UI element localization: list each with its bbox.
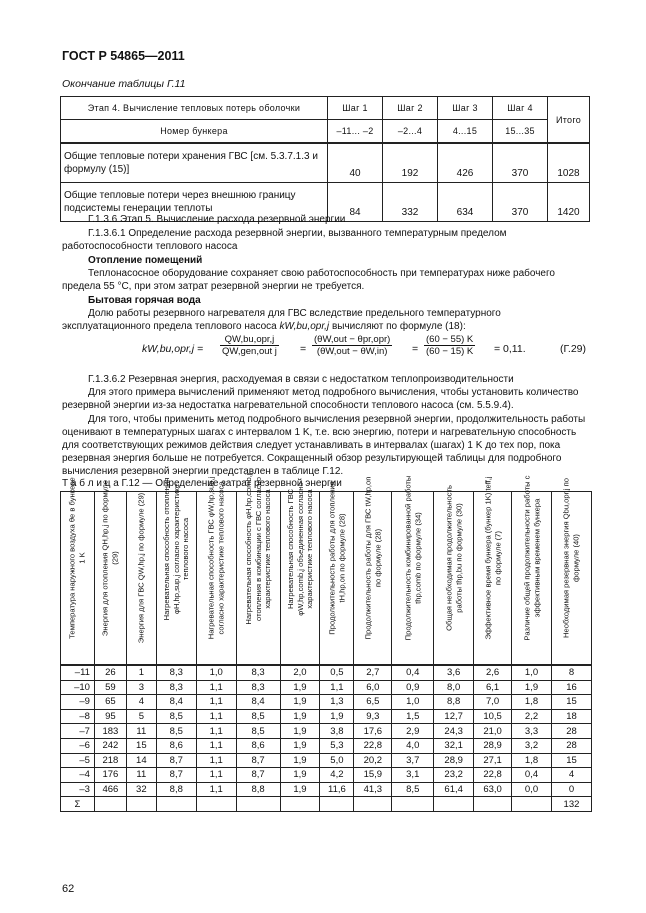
table-cell: 11 (126, 724, 156, 739)
table-cell: 8,7 (156, 768, 196, 783)
table-cell: 183 (94, 724, 126, 739)
table-cell: 0,0 (512, 782, 552, 797)
sum-symbol: Σ (61, 797, 95, 812)
table-cell: 2,2 (512, 709, 552, 724)
column-header (94, 479, 126, 666)
paragraph-dhw (62, 307, 592, 333)
column-header (551, 478, 591, 666)
paragraph-reserve: Г.1.3.6.2 Резервная энергия, расходуемая в связи с недостатком теплопроизводительности (88, 374, 514, 385)
table-cell (512, 797, 552, 812)
table-cell: 8,4 (156, 695, 196, 710)
table-cell: 3,1 (392, 768, 434, 783)
table-cell: 24,3 (434, 724, 474, 739)
table-cell (392, 797, 434, 812)
table-cell: 28,9 (474, 738, 512, 753)
table-cell: 4 (551, 768, 591, 783)
column-header-text: Нагревательная способность ГВС φW,hp,comb,j объединенная согласно характеристике теплового насоса (285, 481, 314, 616)
table-cell (156, 797, 196, 812)
column-header (280, 481, 320, 666)
table-cell: 1,1 (196, 782, 236, 797)
table-cell: 8,3 (236, 680, 280, 695)
column-header-text: Продолжительность работы для отопления tH,hp,on по формуле (28) (327, 481, 346, 635)
paragraph-stage5: Г.1.3.6 Этап 5. Вычисление расхода резервной энергии (88, 214, 346, 225)
table-cell: 5,0 (320, 753, 354, 768)
table-cell: 8,7 (236, 753, 280, 768)
table-cell: 8,5 (156, 724, 196, 739)
column-header-text: Энергия для отопления QH,hp,j по формуле (29) (100, 479, 120, 637)
table-cell: –8 (61, 709, 95, 724)
table-cell: 8,7 (236, 768, 280, 783)
table-cell: 22,8 (354, 738, 392, 753)
table-cell: 1,9 (320, 709, 354, 724)
table-cell: 2,7 (354, 665, 392, 680)
cell: 84 (328, 183, 383, 222)
column-header (512, 475, 552, 666)
table-cell: 4,0 (392, 738, 434, 753)
cell: 332 (383, 183, 438, 222)
table-cell: 10,5 (474, 709, 512, 724)
table-cell: 2,6 (474, 665, 512, 680)
table-cell: 218 (94, 753, 126, 768)
bunker-label: Номер бункера (61, 120, 328, 144)
table-cell: 8,5 (236, 724, 280, 739)
table-cell (320, 797, 354, 812)
table-cell: 1,9 (512, 680, 552, 695)
table-cell: 0,4 (392, 665, 434, 680)
table-cell: 242 (94, 738, 126, 753)
table-cell: 22,8 (474, 768, 512, 783)
table-cell: 1,3 (320, 695, 354, 710)
column-header-text: Нагревательная способность φH,hp,comb,j отопления в комбинации с ГВС согласно характеристике теплового насоса (243, 472, 272, 625)
table-cell: –10 (61, 680, 95, 695)
column-header-text: Различие общей продолжительности работы с эффективным временем бункера (522, 475, 541, 641)
column-header (61, 477, 95, 666)
bunker-2: –2...4 (383, 120, 438, 144)
formula-result: = 0,11. (494, 343, 526, 355)
table-cell: 8,3 (236, 665, 280, 680)
column-header-text: Температура наружного воздуха θe в бункере 1 K (67, 477, 87, 639)
table-g11 (60, 96, 590, 222)
row-label: Общие тепловые потери хранения ГВС [см. 5.3.7.1.3 и формулу (15)] (61, 143, 328, 183)
table-cell: 466 (94, 782, 126, 797)
column-header-text: Общая необходимая продолжительность работы thp,bu по формуле (30) (444, 485, 463, 631)
table-cell: 14 (126, 753, 156, 768)
table-cell: 1,8 (512, 753, 552, 768)
table-cell: 1,0 (392, 695, 434, 710)
table-cell: 1,1 (196, 680, 236, 695)
table-cell: 5 (126, 709, 156, 724)
table-cell: 8,8 (434, 695, 474, 710)
table-cell: 1,8 (512, 695, 552, 710)
table-cell: 15 (551, 753, 591, 768)
table-row (61, 143, 590, 183)
equals: = (300, 343, 307, 355)
table-cell: 8,8 (156, 782, 196, 797)
table-cell: 8 (551, 665, 591, 680)
table-cell: 8,5 (392, 782, 434, 797)
table-cell: 0,4 (512, 768, 552, 783)
table-cell: 17,6 (354, 724, 392, 739)
table-cell: 8,5 (156, 709, 196, 724)
table-cell: 3,2 (512, 738, 552, 753)
table-cell: 27,1 (474, 753, 512, 768)
table-cell: 11,6 (320, 782, 354, 797)
sum-row (61, 797, 592, 812)
fraction-2 (312, 334, 392, 357)
denominator: (θW,out − θW,in) (316, 346, 388, 357)
table-cell: 8,6 (236, 738, 280, 753)
table-cell: 1,5 (392, 709, 434, 724)
table-row (61, 768, 592, 783)
table-cell: 1,1 (196, 724, 236, 739)
page-number: 62 (62, 883, 75, 895)
cell: 426 (438, 143, 493, 183)
table-cell: 0 (551, 782, 591, 797)
fraction-3 (424, 334, 475, 357)
table-cell (236, 797, 280, 812)
table-cell: 6,0 (354, 680, 392, 695)
table-cell: 26 (94, 665, 126, 680)
column-header (474, 476, 512, 666)
table-cell: 3,7 (392, 753, 434, 768)
column-header-text: Эффективное время бункера (бункер 1K) teff,j по формуле (7) (483, 476, 502, 640)
table-cell: 8,5 (236, 709, 280, 724)
table-cell: 95 (94, 709, 126, 724)
table-cell: 1,9 (280, 753, 320, 768)
bunker-3: 4...15 (438, 120, 493, 144)
table-cell (196, 797, 236, 812)
table-cell: 7,0 (474, 695, 512, 710)
step-3: Шаг 3 (438, 97, 493, 120)
table-cell: 23,2 (434, 768, 474, 783)
heading-dhw: Бытовая горячая вода (88, 295, 201, 306)
column-header (196, 476, 236, 666)
cell: 370 (493, 183, 548, 222)
document-header: ГОСТ Р 54865—2011 (62, 49, 185, 63)
bunker-4: 15...35 (493, 120, 548, 144)
table-cell: 15 (551, 695, 591, 710)
bunker-1: –11... –2 (328, 120, 383, 144)
table-cell: –6 (61, 738, 95, 753)
table-row (61, 738, 592, 753)
column-header-text: Продолжительность комбинированной работы thp,comb по формуле (34) (403, 475, 422, 641)
table-body (61, 665, 592, 811)
table-cell: 8,4 (236, 695, 280, 710)
step-4: Шаг 4 (493, 97, 548, 120)
table-cell (354, 797, 392, 812)
table-cell: 2,0 (280, 665, 320, 680)
column-header (156, 477, 196, 666)
table-cell: 28 (551, 724, 591, 739)
step-2: Шаг 2 (383, 97, 438, 120)
cell: 1028 (548, 143, 590, 183)
table-cell: 6,1 (474, 680, 512, 695)
paragraph-heating: Теплонасосное оборудование сохраняет свою работоспособность при температурах ниже рабочего предела 55 °С, при этом затрат резервной энергии не требуется. (62, 268, 555, 292)
table-cell: 9,3 (354, 709, 392, 724)
table-row (61, 680, 592, 695)
table-cell: 28,9 (434, 753, 474, 768)
table-cell: 1,1 (196, 695, 236, 710)
table-cell: 3,3 (512, 724, 552, 739)
numerator: (60 − 55) K (426, 334, 474, 345)
table-cell: 3 (126, 680, 156, 695)
table-row (61, 753, 592, 768)
table-cell: –7 (61, 724, 95, 739)
table-cell: 8,8 (236, 782, 280, 797)
table-row (61, 665, 592, 680)
table-cell (280, 797, 320, 812)
formula-lhs: kW,bu,opr,j = (142, 343, 204, 355)
table-cell: 1,9 (280, 695, 320, 710)
paragraph-dhw-text: Долю работы резервного нагревателя для ГВС вследствие предельного температурного эксплуатационного предела теплового насоса (62, 308, 501, 332)
table-cell: –5 (61, 753, 95, 768)
table-cell: –11 (61, 665, 95, 680)
column-header (126, 492, 156, 666)
denominator: QW,gen,out j (222, 346, 277, 357)
table-cell: –3 (61, 782, 95, 797)
formula-g29 (62, 334, 594, 366)
table-cell: 1,9 (280, 782, 320, 797)
table-cell: 1,1 (320, 680, 354, 695)
table-cell: 21,0 (474, 724, 512, 739)
table-cell: 4,2 (320, 768, 354, 783)
denominator: (60 − 15) K (426, 346, 474, 357)
table-cell: 1,1 (196, 709, 236, 724)
table-cell (94, 797, 126, 812)
cell: 370 (493, 143, 548, 183)
column-header (434, 485, 474, 666)
table-cell: 63,0 (474, 782, 512, 797)
table-cell: 1,9 (280, 680, 320, 695)
table-cell: 32,1 (434, 738, 474, 753)
table-cell: 59 (94, 680, 126, 695)
table-cell: 3,8 (320, 724, 354, 739)
cell: 634 (438, 183, 493, 222)
fraction-1 (220, 334, 279, 357)
table-cell: 3,6 (434, 665, 474, 680)
paragraph-dhw-tail: вычисляют по формуле (18): (331, 321, 466, 332)
numerator: QW,bu,opr,j (220, 334, 279, 346)
table-cell: 8,0 (434, 680, 474, 695)
step-1: Шаг 1 (328, 97, 383, 120)
row-label: Общие тепловые потери через внешнюю границу подсистемы генерации теплоты (61, 183, 328, 222)
table-cell: 8,3 (156, 665, 196, 680)
table-cell: 4 (126, 695, 156, 710)
column-header-text: Необходимая резервная энергия Qbu,opr,j по формуле (40) (561, 478, 581, 638)
table-cell: 8,6 (156, 738, 196, 753)
column-header-text: Продолжительность работы для ГВС tW,hp,on по формуле (28) (363, 476, 382, 640)
table-cell: 61,4 (434, 782, 474, 797)
table-cell: 11 (126, 768, 156, 783)
sum-value: 132 (551, 797, 591, 812)
cell: 40 (328, 143, 383, 183)
heading-heating: Отопление помещений (88, 255, 203, 266)
table-cell (126, 797, 156, 812)
table-cell: 41,3 (354, 782, 392, 797)
table-cell: 1,9 (280, 709, 320, 724)
table-cell: 8,7 (156, 753, 196, 768)
column-header (392, 475, 434, 666)
column-header (236, 472, 280, 666)
paragraph-detail: Для того, чтобы применить метод подробного вычисления резервной энергии, продолжительность работы оценивают в температурных шагах с интервалом 1 K, т.е. всю энергию, потери и нагревательную способность для соответствующих режимов действия следует устанавливать в интервалах (шагах) 1 K до тех пор, пока резервная энергия больше не потребуется. Сокращенный обзор результирующей таблицы для подробного вычисления резервной энергии представлен в таблице Г.12. (62, 414, 586, 477)
table-cell: 0,9 (392, 680, 434, 695)
table-cell: 1,9 (280, 738, 320, 753)
table-cell: 65 (94, 695, 126, 710)
table-cell: 18 (551, 709, 591, 724)
column-header-text: Энергия для ГВС QW,hp,j по формуле (29) (136, 492, 146, 643)
table-row (61, 709, 592, 724)
table-cell: –9 (61, 695, 95, 710)
cell: 192 (383, 143, 438, 183)
table-cell (434, 797, 474, 812)
table-caption-g12: Т а б л и ц а Г.12 — Определение затрат резервной энергии (62, 478, 342, 489)
table-cell: 15 (126, 738, 156, 753)
table-cell: 5,3 (320, 738, 354, 753)
table-cell: 0,5 (320, 665, 354, 680)
column-header-text: Нагревательная способность ГВС φW,hp,sup,j согласно характеристике теплового насоса (206, 476, 226, 640)
cell: 1420 (548, 183, 590, 222)
column-header-text: Нагревательная способность отопления φH,hp,sup,j согласно характеристике теплового насоса (162, 477, 191, 620)
total-label: Итого (548, 97, 590, 144)
table-cell: 1,9 (280, 724, 320, 739)
table-cell: 1,1 (196, 768, 236, 783)
table-cell: 1,9 (280, 768, 320, 783)
table-row (61, 782, 592, 797)
table-cell: 16 (551, 680, 591, 695)
table-cell: 15,9 (354, 768, 392, 783)
column-header (320, 481, 354, 666)
table-cell: 176 (94, 768, 126, 783)
table-cell: 6,5 (354, 695, 392, 710)
paragraph-method: Для этого примера вычислений применяют метод подробного вычисления, чтобы установить количество резервной энергии из-за недостатка нагревательной способности теплового насоса (см. 5.5.9.4). (62, 387, 579, 411)
table-cell: 20,2 (354, 753, 392, 768)
table-cell: 32 (126, 782, 156, 797)
table-caption-g11: Окончание таблицы Г.11 (62, 78, 186, 90)
table-cell: 1,1 (196, 738, 236, 753)
table-cell: 28 (551, 738, 591, 753)
table-cell: 1,0 (196, 665, 236, 680)
table-row (61, 724, 592, 739)
numerator: (θW,out − θpr,opr) (314, 334, 391, 345)
table-cell: 1,1 (196, 753, 236, 768)
table-cell: 2,9 (392, 724, 434, 739)
table-cell: 1 (126, 665, 156, 680)
table-cell: 1,0 (512, 665, 552, 680)
equals: = (412, 343, 419, 355)
table-cell: 12,7 (434, 709, 474, 724)
table-cell: –4 (61, 768, 95, 783)
symbol-k: kW,bu,opr,j (279, 321, 330, 332)
column-header (354, 476, 392, 666)
table-row (61, 695, 592, 710)
stage-title: Этап 4. Вычисление тепловых потерь оболочки (61, 97, 328, 120)
table-cell (474, 797, 512, 812)
table-cell: 8,3 (156, 680, 196, 695)
formula-number: (Г.29) (560, 343, 586, 355)
paragraph-backup-def: Г.1.3.6.1 Определение расхода резервной энергии, вызванного температурным пределом работоспособности теплового насоса (62, 228, 507, 252)
